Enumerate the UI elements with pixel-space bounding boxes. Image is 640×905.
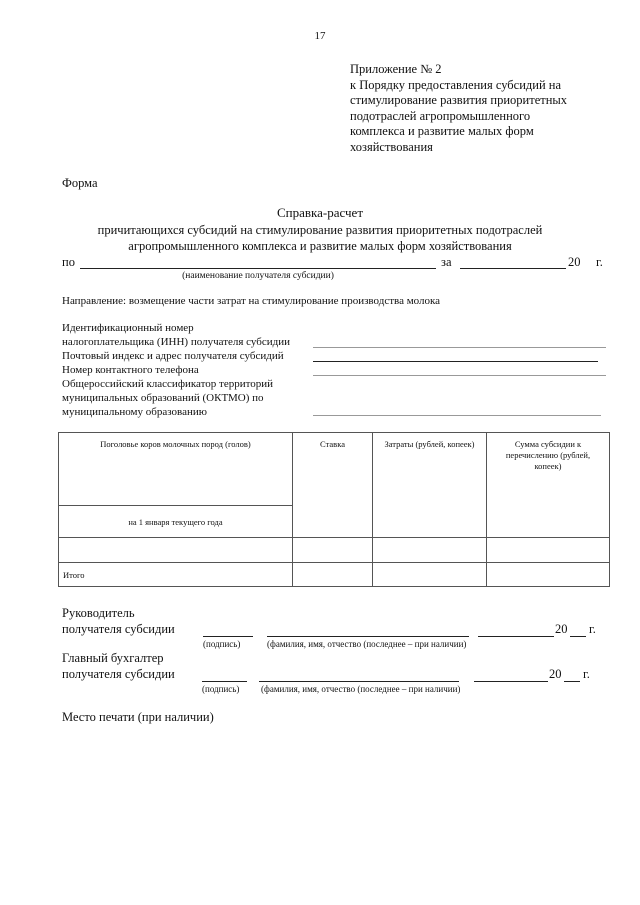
form-label: Форма — [62, 176, 98, 190]
oktmo-label-3: муниципальному образованию — [62, 406, 207, 418]
subtitle-line: агропромышленного комплекса и развитие малых форм хозяйствования — [128, 239, 512, 253]
total-label: Итого — [59, 563, 293, 587]
document-subtitle — [0, 222, 640, 254]
appendix-line: стимулирование развития приоритетных — [350, 93, 568, 107]
direction-text: Направление: возмещение части затрат на стимулирование производства молока — [62, 295, 441, 307]
cell-rate[interactable] — [293, 538, 373, 563]
page-number: 17 — [314, 30, 326, 42]
year-prefix: 20 — [568, 255, 581, 269]
head-date-field[interactable] — [478, 636, 554, 637]
za-label: за — [441, 255, 452, 269]
header-cows: Поголовье коров молочных пород (голов) — [59, 433, 293, 506]
period-field[interactable] — [460, 268, 566, 269]
header-rate: Ставка — [293, 433, 373, 538]
header-sum: Сумма субсидии к перечислению (рублей, копеек) — [487, 433, 610, 538]
phone-field[interactable] — [313, 375, 606, 376]
accountant-sign-hint: (подпись) — [202, 684, 240, 694]
header-costs: Затраты (рублей, копеек) — [373, 433, 487, 538]
header-date: на 1 января текущего года — [59, 506, 293, 538]
recipient-hint: (наименование получателя субсидии) — [182, 271, 334, 281]
head-signature-field[interactable] — [203, 636, 253, 637]
cell-cows[interactable] — [59, 538, 293, 563]
document-title: Справка-расчет — [276, 205, 364, 220]
head-sign-hint: (подпись) — [203, 639, 241, 649]
accountant-label-2: получателя субсидии — [62, 667, 175, 681]
accountant-year-prefix: 20 — [549, 667, 562, 681]
address-field[interactable] — [313, 361, 598, 362]
address-label: Почтовый индекс и адрес получателя субсидий — [62, 350, 284, 362]
appendix-line: хозяйствования — [350, 139, 433, 154]
stamp-place: Место печати (при наличии) — [62, 710, 214, 724]
inn-field[interactable] — [313, 347, 606, 348]
head-year-prefix: 20 — [555, 622, 568, 636]
cell-costs[interactable] — [373, 538, 487, 563]
appendix-line: Приложение № 2 — [350, 62, 442, 76]
head-year-suffix: г. — [589, 622, 596, 636]
appendix-line: подотраслей агропромышленного — [350, 108, 531, 123]
table-row — [59, 538, 610, 563]
accountant-date-field[interactable] — [474, 681, 548, 682]
oktmo-label-2: муниципальных образований (ОКТМО) по — [62, 392, 264, 404]
head-label-2: получателя субсидии — [62, 622, 175, 636]
cell-sum[interactable] — [487, 538, 610, 563]
accountant-label-1: Главный бухгалтер — [62, 651, 164, 665]
appendix-line: к Порядку предоставления субсидий на — [350, 77, 562, 92]
accountant-name-hint: (фамилия, имя, отчество (последнее – при наличии) — [261, 684, 461, 694]
head-year-field[interactable] — [570, 636, 586, 637]
head-label-1: Руководитель — [62, 606, 135, 620]
accountant-year-suffix: г. — [583, 667, 590, 681]
table-total-row — [59, 563, 610, 587]
inn-label-2: налогоплательщика (ИНН) получателя субсидии — [62, 336, 291, 348]
appendix-line: комплекса и развитие малых форм — [350, 124, 534, 138]
total-rate[interactable] — [293, 563, 373, 587]
accountant-year-field[interactable] — [564, 681, 580, 682]
subsidy-table — [58, 432, 610, 587]
inn-label-1: Идентификационный номер — [62, 322, 194, 334]
total-sum[interactable] — [487, 563, 610, 587]
po-label: по — [62, 255, 75, 269]
oktmo-field[interactable] — [313, 415, 601, 416]
head-name-field[interactable] — [267, 636, 469, 637]
appendix-block — [350, 62, 567, 155]
oktmo-label-1: Общероссийский классификатор территорий — [62, 378, 274, 390]
phone-label: Номер контактного телефона — [62, 364, 199, 376]
recipient-name-field[interactable] — [80, 268, 436, 269]
accountant-signature-field[interactable] — [202, 681, 247, 682]
year-suffix: г. — [596, 255, 603, 269]
head-name-hint: (фамилия, имя, отчество (последнее – при наличии) — [267, 639, 467, 649]
total-costs[interactable] — [373, 563, 487, 587]
table-header-row — [59, 433, 610, 506]
accountant-name-field[interactable] — [259, 681, 459, 682]
subtitle-line: причитающихся субсидий на стимулирование развития приоритетных подотраслей — [97, 223, 543, 237]
